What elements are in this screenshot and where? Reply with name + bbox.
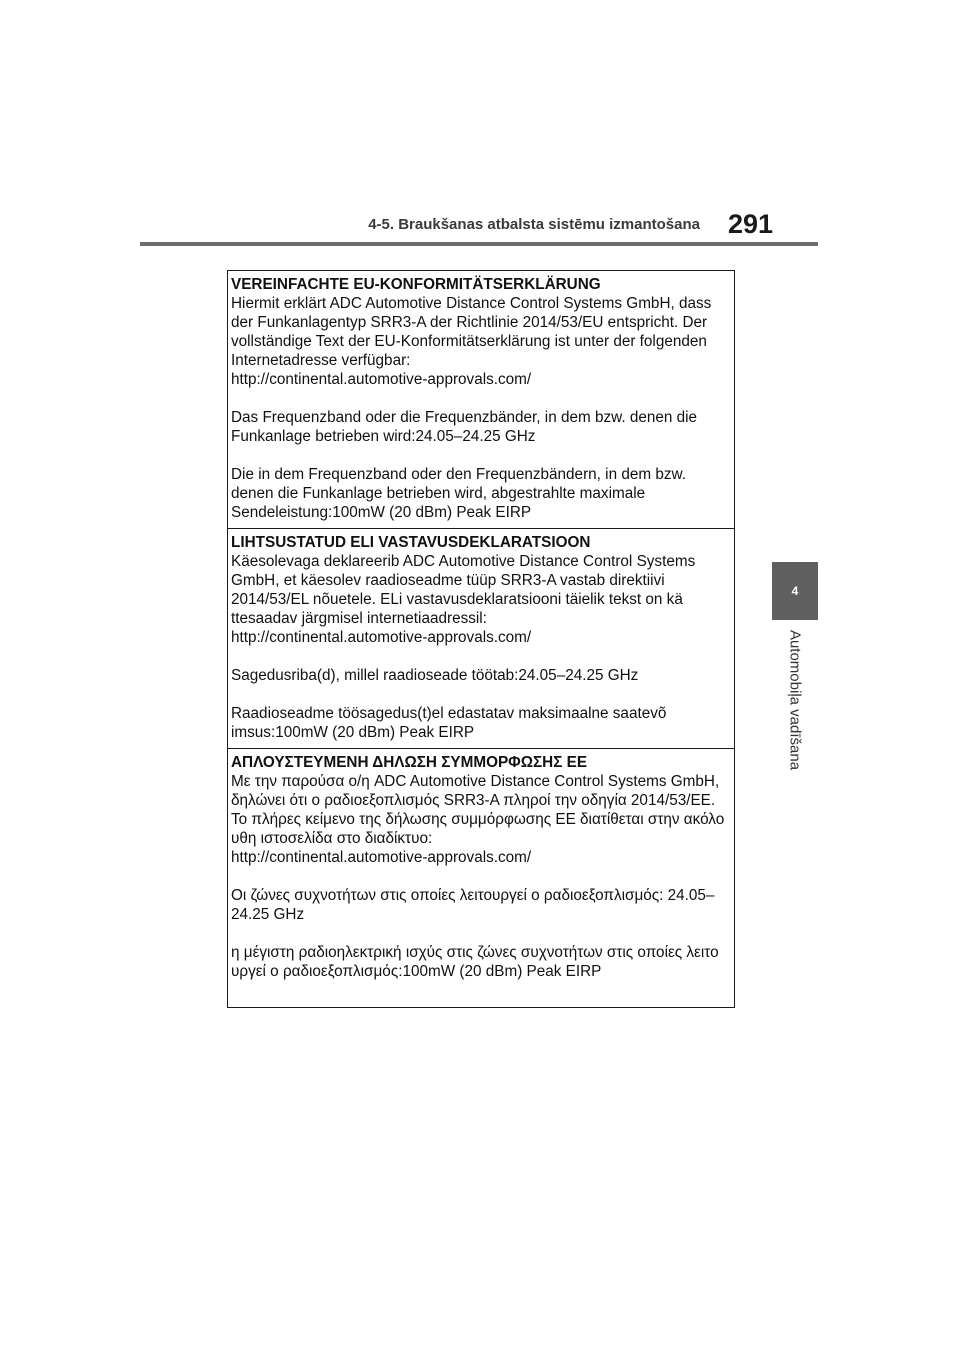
section-title: LIHTSUSTATUD ELI VASTAVUSDEKLARATSIOON — [231, 534, 591, 551]
section-paragraph: Die in dem Frequenzband oder den Frequenzbändern, in dem bzw. denen die Funkanlage betrieben wird, abgestrahlte maximale Sendeleistung:100mW (20 dBm) Peak EIRP — [231, 466, 686, 521]
section-paragraph: Με την παρούσα ο/η ADC Automotive Distance Control Systems GmbH, δηλώνει ότι ο ραδιοεξοπλισμός SRR3-A πληροί την οδηγία 2014/53/ΕΕ. Το πλήρες κείμενο της δήλωσης συμμόρφωσης ΕΕ διατίθεται στην ακόλο υθη ιστοσελίδα στο διαδίκτυο: http://continental.automotive-approvals.com/ — [231, 773, 725, 866]
declaration-section-greek — [228, 748, 734, 1007]
section-paragraph: Hiermit erklärt ADC Automotive Distance Control Systems GmbH, dass der Funkanlagentyp SRR3-A der Richtlinie 2014/53/EU entspricht. Der vollständige Text der EU-Konformitätserklärung ist unter der folgenden Internetadresse verfügbar: http://continental.automotive-approvals.com/ — [231, 295, 712, 388]
section-paragraph: η μέγιστη ραδιοηλεκτρική ισχύς στις ζώνες συχνοτήτων στις οποίες λειτο υργεί ο ραδιοεξοπλισμός:100mW (20 dBm) Peak EIRP — [231, 944, 719, 980]
section-paragraph: Das Frequenzband oder die Frequenzbänder, in dem bzw. denen die Funkanlage betrieben wird:24.05–24.25 GHz — [231, 409, 698, 445]
header-divider — [140, 242, 818, 246]
section-title: ΑΠΛΟΥΣΤΕΥΜΕΝΗ ΔΗΛΩΣΗ ΣΥΜΜΟΡΦΩΣΗΣ ΕΕ — [231, 754, 588, 771]
chapter-side-label: Automobiļa vadīšana — [786, 629, 804, 771]
conformity-declarations-box — [227, 270, 735, 1008]
section-paragraph: Οι ζώνες συχνοτήτων στις οποίες λειτουργεί ο ραδιοεξοπλισμός: 24.05– 24.25 GHz — [231, 887, 715, 923]
section-paragraph: Sagedusriba(d), millel raadioseade töötab:24.05–24.25 GHz — [231, 667, 639, 684]
section-title: VEREINFACHTE EU-KONFORMITÄTSERKLÄRUNG — [231, 276, 601, 293]
chapter-tab: 4 — [772, 562, 818, 620]
declaration-section-german — [228, 271, 734, 528]
section-paragraph: Käesolevaga deklareerib ADC Automotive Distance Control Systems GmbH, et käesolev raadioseadme tüüp SRR3-A vastab direktiivi 2014/53/EL nõuetele. ELi vastavusdeklaratsiooni täielik tekst on kä ttesaadav järgmisel internetiaadressil: http://continental.automotive-approvals.com/ — [231, 553, 696, 646]
page-number: 291 — [728, 209, 774, 239]
declaration-section-estonian — [228, 528, 734, 748]
section-paragraph: Raadioseadme töösagedus(t)el edastatav maksimaalne saatevõ imsus:100mW (20 dBm) Peak EIRP — [231, 705, 667, 741]
chapter-title: 4-5. Braukšanas atbalsta sistēmu izmantošana — [368, 216, 700, 233]
